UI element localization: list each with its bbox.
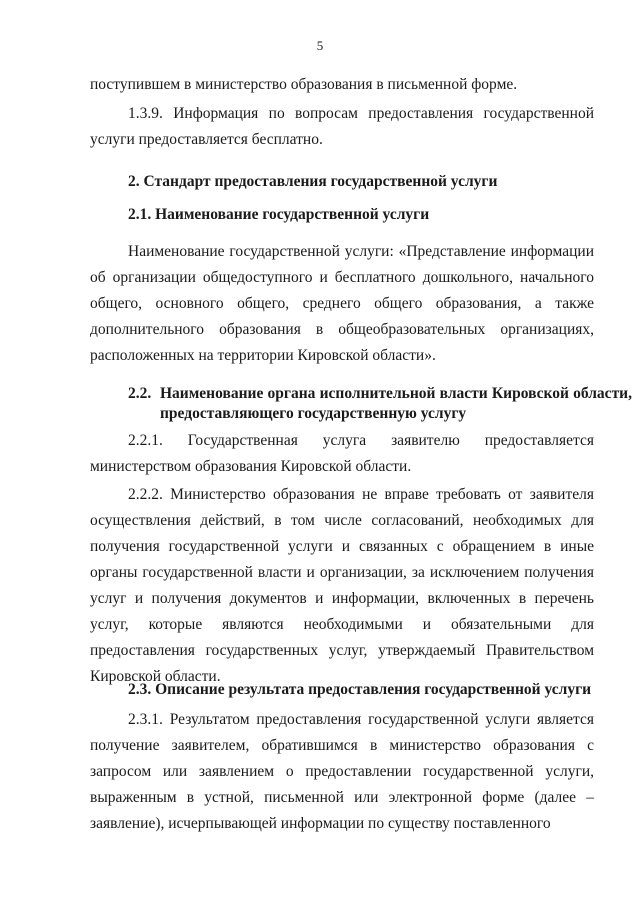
paragraph-2-2-2: 2.2.2. Министерство образования не вправе требовать от заявителя осуществления действий, в том числе согласований, необходимых для получения государственной услуги и связанных с обращением в иные органы государственной власти и организации, за исключением получения услуг и получения документов и информации, включенных в перечень услуг, которые являются необходимыми и обязательными для предоставления государственных услуг, утверждаемый Правительством Кировской области. [90, 486, 594, 685]
paragraph-2-1: Наименование государственной услуги: «Представление информации об организации общедоступного и бесплатного дошкольного, начального общего, основного общего, среднего общего образования, а также дополнительного образования в общеобразовательных организациях, расположенных на территории Кировской области». [90, 243, 594, 364]
subsection-heading-2-1: 2.1. Наименование государственной услуги [128, 206, 430, 223]
subsection-heading-2-3: 2.3. Описание результата предоставления государственной услуги [128, 681, 592, 698]
subsection-number-2-2: 2.2. [128, 385, 152, 402]
paragraph-continuation: поступившем в министерство образования в письменной форме. [90, 76, 518, 93]
subsection-title-2-2: Наименование органа исполнительной власти Кировской области, предоставляющего государственную услугу [160, 385, 632, 422]
paragraph-1-3-9: 1.3.9. Информация по вопросам предоставления государственной услуги предоставляется бесплатно. [90, 105, 594, 148]
page-number: 5 [316, 38, 324, 53]
paragraph-2-3-1: 2.3.1. Результатом предоставления государственной услуги является получение заявителем, обратившимся в министерство образования с запросом или заявлением о предоставлении государственной услуги, выраженным в устной, письменной или электронной форме (далее – заявление), исчерпывающей информации по существу поставленного [90, 711, 594, 832]
subsection-heading-2-2 [90, 384, 632, 424]
section-heading-2: 2. Стандарт предоставления государственной услуги [128, 173, 498, 190]
paragraph-2-2-1: 2.2.1. Государственная услуга заявителю предоставляется министерством образования Кировской области. [90, 432, 594, 475]
